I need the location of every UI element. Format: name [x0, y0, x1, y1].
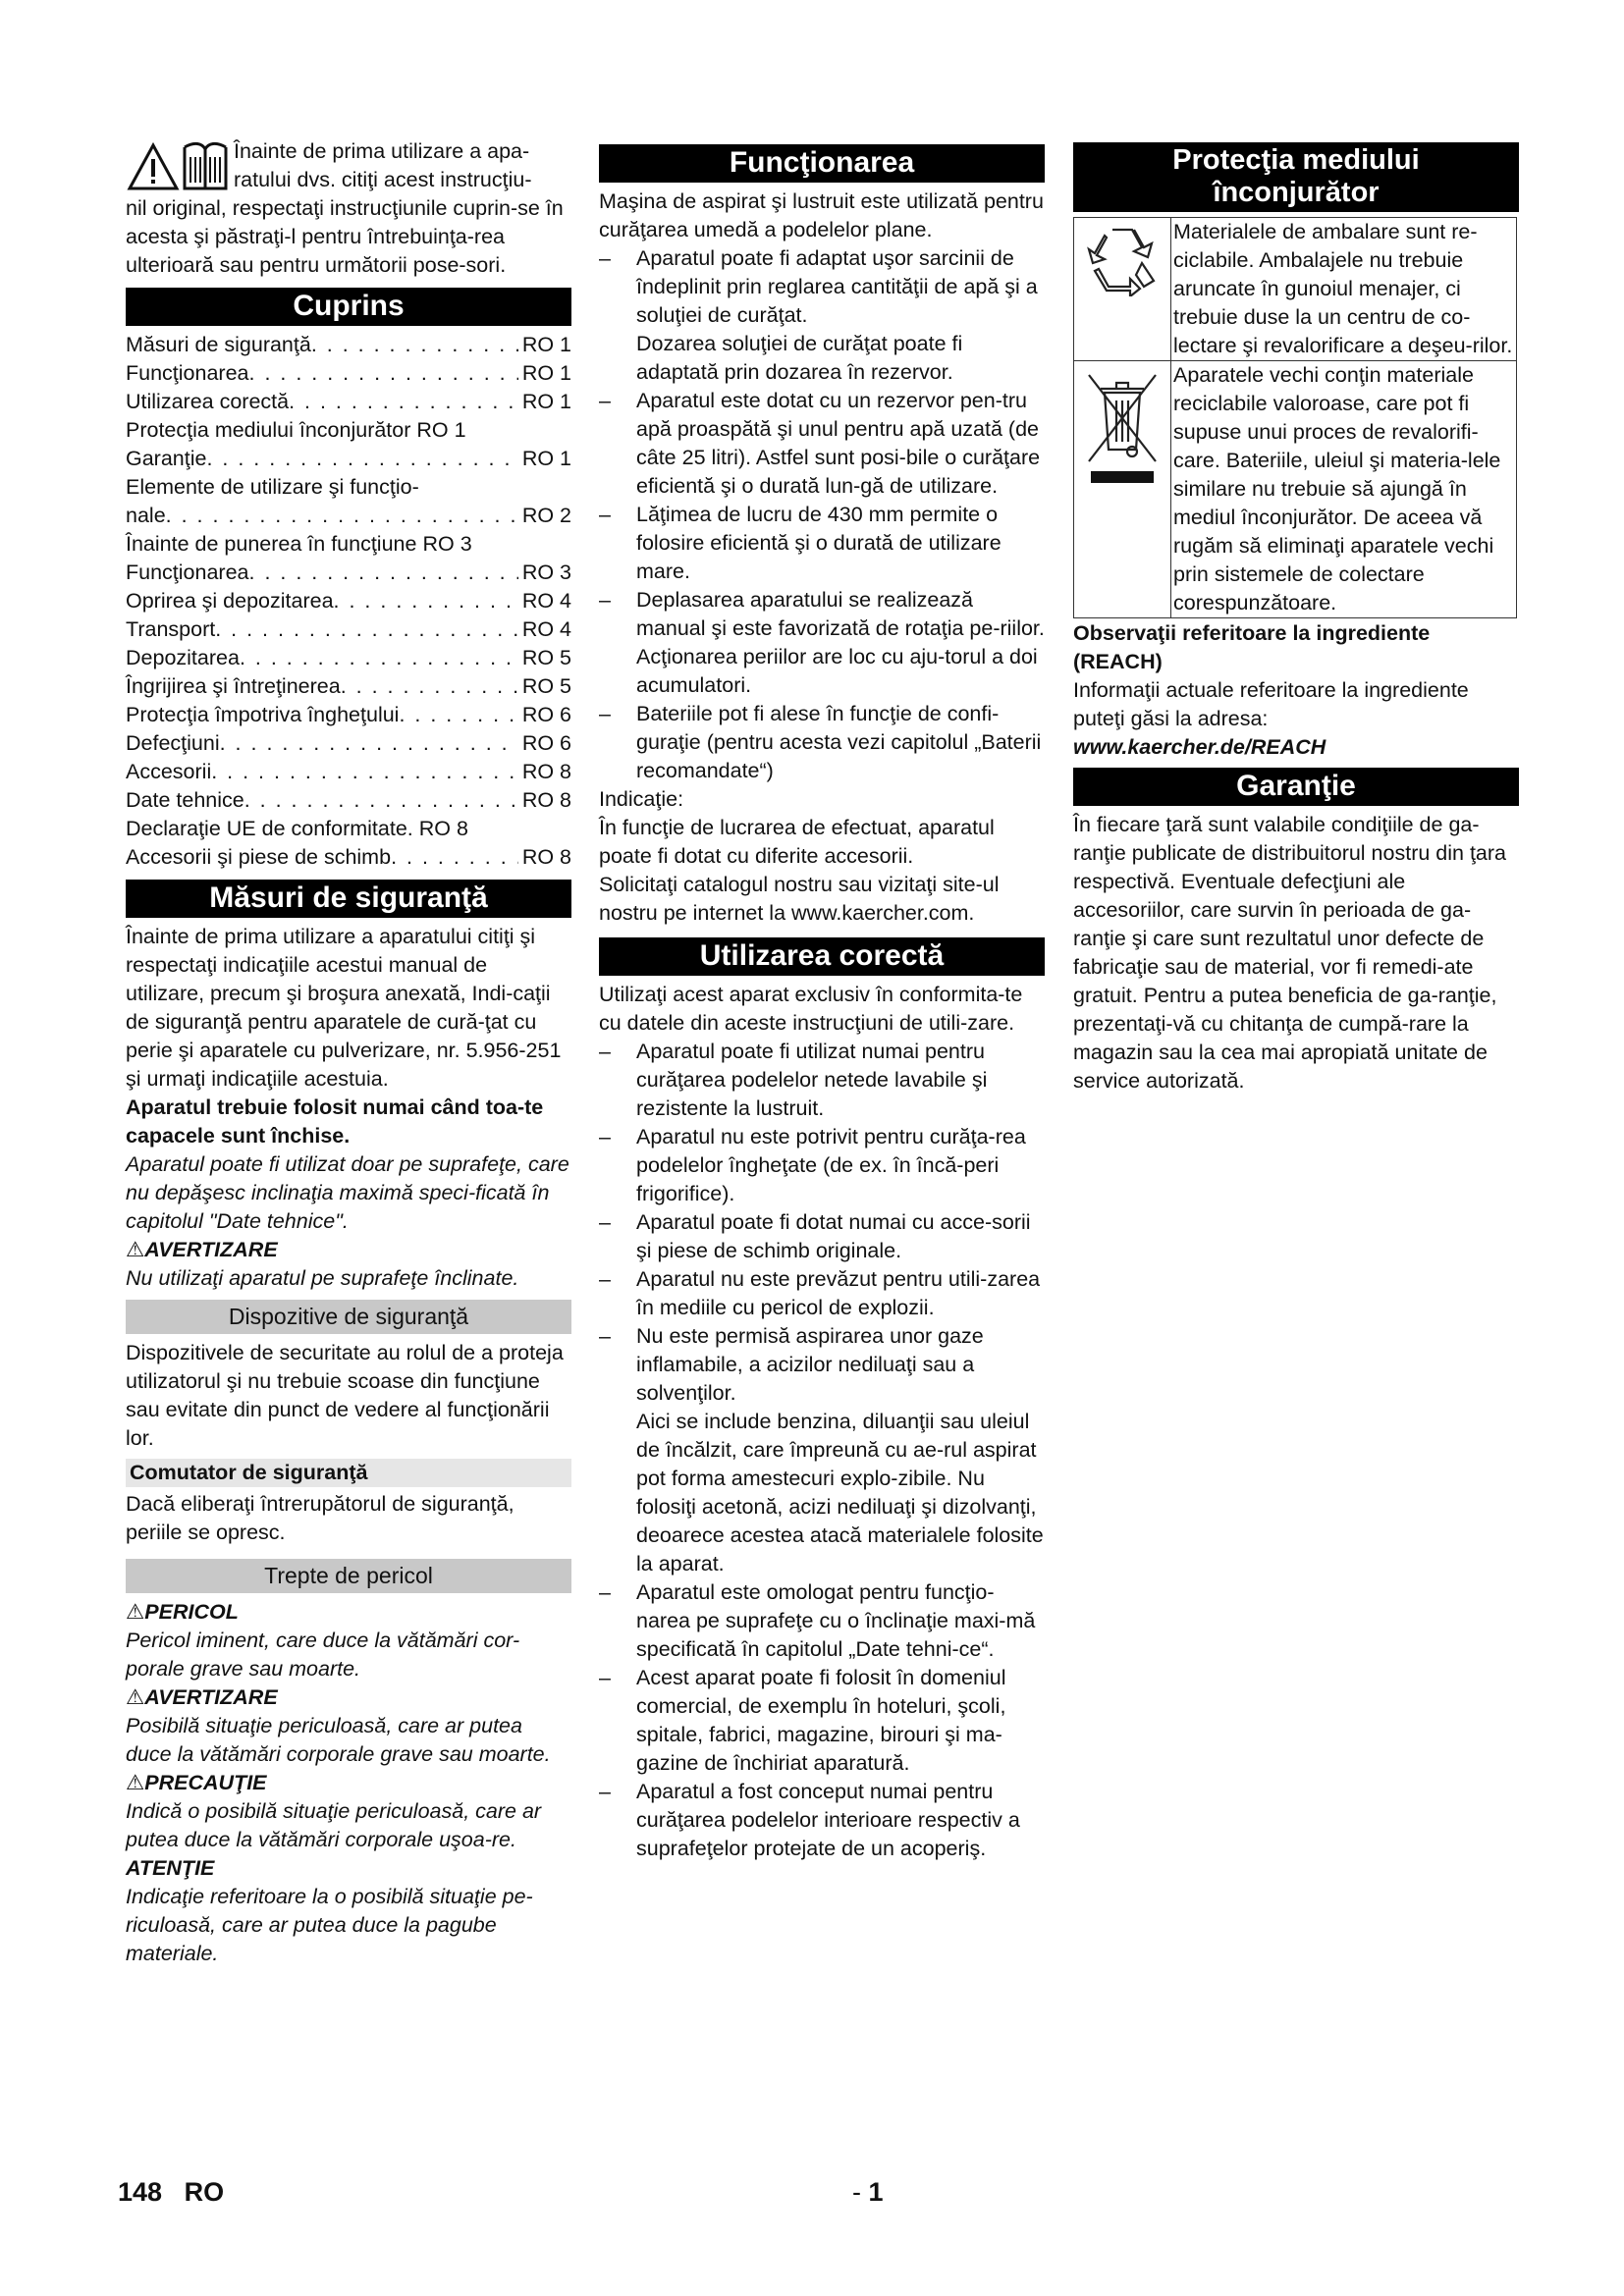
dispozitive-heading: Dispozitive de siguranţă	[126, 1300, 571, 1334]
toc-item[interactable]: Protecţia împotriva îngheţului . . . RO 6	[126, 701, 571, 729]
atentie-text: Indicaţie referitoare la o posibilă situaţie pe-riculoasă, care ar putea duce la pagube materiale.	[126, 1885, 533, 1965]
toc-item[interactable]: Funcţionarea . . . RO 1	[126, 359, 571, 388]
intro-text: nil original, respectaţi instrucţiunile cuprin-se în acesta şi păstraţi-l pentru întrebuinţa-rea ulterioară sau pentru următorii pose-sori.	[126, 196, 564, 277]
cuprins-heading: Cuprins	[126, 288, 571, 326]
toc-wrapped-line[interactable]: Elemente de utilizare şi funcţio-	[126, 475, 419, 499]
crossed-out-bin-icon	[1083, 367, 1162, 495]
column-middle	[599, 137, 1045, 1863]
list-item: – Bateriile pot fi alese în funcţie de confi-guraţie (pentru acesta vezi capitolul „Baterii recomandate“)	[599, 700, 1045, 785]
page-language: RO	[184, 2177, 225, 2207]
toc-item[interactable]: Garanţie . . . RO 1	[126, 445, 571, 473]
page-footer-center	[852, 2177, 884, 2208]
functionarea-note-text: În funcţie de lucrarea de efectuat, aparatul poate fi dotat cu diferite accesorii.	[599, 816, 995, 868]
intro-first-line: Înainte de prima utilizare a apa-	[234, 139, 530, 163]
masuri-warning-label: ⚠AVERTIZARE	[126, 1238, 278, 1261]
list-item-sub: Aici se include benzina, diluanţii sau uleiul de încălzit, care împreună cu ae-rul aspirat pot forma amestecuri explo-zibile. Nu folosiţi acetonă, acizi nediluaţi şi dizolvanţi, deoarece acestea atacă materialele folosite la aparat.	[636, 1410, 1044, 1575]
toc-item[interactable]: Îngrijirea şi întreţinerea . . . RO 5	[126, 672, 571, 701]
masuri-italic-note: Aparatul poate fi utilizat doar pe suprafeţe, care nu depăşesc inclinaţia maximă speci-ficată în capitolul "Date tehnice".	[126, 1152, 569, 1233]
masuri-warning-text: Nu utilizaţi aparatul pe suprafeţe înclinate.	[126, 1266, 519, 1290]
footer-center-number: 1	[868, 2177, 884, 2207]
table-of-contents	[126, 331, 571, 872]
recycling-cell	[1074, 218, 1171, 361]
footer-center-prefix: -	[852, 2177, 869, 2207]
list-item: – Aparatul este omologat pentru funcţio-narea pe suprafeţe cu o înclinaţie maxi-mă specificată în capitolul „Date tehni-ce“.	[599, 1578, 1045, 1664]
list-item: – Deplasarea aparatului se realizează manual şi este favorizată de rotaţia pe-riilor. Acţionarea periilor are loc cu aju-torul a doi acumulatori.	[599, 586, 1045, 700]
intro-second-line: ratului dvs. citiţi acest instrucţiu-	[234, 168, 532, 191]
functionarea-note-text-2: Solicitaţi catalogul nostru sau vizitaţi site-ul nostru pe internet la www.kaercher.com.	[599, 873, 1000, 925]
garantie-heading: Garanţie	[1073, 768, 1519, 806]
precautie-label: ⚠PRECAUŢIE	[126, 1771, 267, 1794]
comutator-text: Dacă eliberaţi întrerupătorul de siguranţă, periile se opresc.	[126, 1492, 514, 1544]
avertizare-text: Posibilă situaţie periculoasă, care ar putea duce la vătămări corporale grave sau moarte.	[126, 1714, 551, 1766]
garantie-text: În fiecare ţară sunt valabile condiţiile de ga-ranţie publicate de distribuitorul nostru din ţara respectivă. Eventuale defecţiuni ale accesoriilor, care survin în perioada de ga-ranţie şi care sunt rezultatul unor defecte de fabricaţie sau de material, vor fi remedi-ate gratuit. Pentru a putea beneficia de ga-ranţie, prezentaţi-vă cu chitanţa de cumpă-rare la magazin sau la cea mai apropiată unitate de service autorizată.	[1073, 813, 1507, 1093]
comutator-heading: Comutator de siguranţă	[126, 1459, 571, 1487]
recycling-icon	[1083, 224, 1162, 296]
warning-triangle-icon: ⚠	[126, 1685, 145, 1709]
toc-item[interactable]: Funcţionarea . . . RO 3	[126, 559, 571, 587]
dispozitive-text: Dispozitivele de securitate au rolul de a proteja utilizatorul şi nu trebuie scoase din funcţiune sau evitate din punct de vedere al funcţionării lor.	[126, 1341, 564, 1450]
masuri-heading: Măsuri de siguranţă	[126, 880, 571, 918]
manual-book-icon	[181, 137, 230, 192]
toc-item[interactable]: Transport . . . RO 4	[126, 615, 571, 644]
list-item: – Aparatul poate fi utilizat numai pentru curăţarea podelelor netede lavabile şi rezistente la lustruit.	[599, 1038, 1045, 1123]
functionarea-heading: Funcţionarea	[599, 144, 1045, 183]
atentie-label: ATENŢIE	[126, 1856, 215, 1880]
reach-text: Informaţii actuale referitoare la ingrediente puteţi găsi la adresa:	[1073, 678, 1469, 730]
intro-block	[126, 137, 571, 194]
functionarea-intro: Maşina de aspirat şi lustruit este utilizată pentru curăţarea umedă a podelelor plane.	[599, 189, 1044, 241]
list-item: – Aparatul este dotat cu un rezervor pen-tru apă proaspătă şi unul pentru apă uzată (de câte 25 litri). Astfel sunt posi-bile o curăţare eficientă şi o durată lun-gă de utilizare.	[599, 387, 1045, 501]
list-item: – Aparatul a fost conceput numai pentru curăţarea podelelor interioare respectiv a suprafeţelor protejate de un acoperiş.	[599, 1778, 1045, 1863]
table-row	[1074, 361, 1517, 618]
toc-item[interactable]: nale . . . RO 2	[126, 502, 571, 530]
list-item: – Nu este permisă aspirarea unor gaze inflamabile, a acizilor nediluaţi sau a solvenţilor.	[599, 1322, 1045, 1408]
warning-triangle-icon: ⚠	[126, 1771, 145, 1794]
masuri-bold-note: Aparatul trebuie folosit numai când toa-te capacele sunt închise.	[126, 1095, 544, 1148]
warning-triangle-icon: ⚠	[126, 1600, 145, 1624]
toc-item[interactable]: Declaraţie UE de conformitate. RO 8	[126, 817, 468, 840]
page-footer-left	[118, 2177, 224, 2208]
toc-item[interactable]: Utilizarea corectă . . . RO 1	[126, 388, 571, 416]
list-item: – Aparatul nu este potrivit pentru curăţa-rea podelelor îngheţate (de ex. în încă-peri frigorifice).	[599, 1123, 1045, 1208]
list-item: – Acest aparat poate fi folosit în domeniul comercial, de exemplu în hoteluri, şcoli, spitale, fabrici, magazine, birouri şi ma-gazine de închiriat aparatură.	[599, 1664, 1045, 1778]
utilizarea-intro: Utilizaţi acest aparat exclusiv în conformita-te cu datele din aceste instrucţiuni de utili-zare.	[599, 983, 1023, 1035]
precautie-text: Indică o posibilă situaţie periculoasă, care ar putea duce la vătămări corporale uşoa-re.	[126, 1799, 542, 1851]
table-row	[1074, 218, 1517, 361]
list-item: – Aparatul poate fi adaptat uşor sarcinii de îndeplinit prin reglarea cantităţii de apă şi a soluţiei de curăţat.	[599, 244, 1045, 330]
utilizarea-heading: Utilizarea corectă	[599, 937, 1045, 976]
reach-link[interactable]: www.kaercher.de/REACH	[1073, 735, 1326, 759]
avertizare-label: ⚠AVERTIZARE	[126, 1685, 278, 1709]
pericol-text: Pericol iminent, care duce la vătămări cor-porale grave sau moarte.	[126, 1629, 520, 1681]
warning-triangle-icon: ⚠	[126, 1238, 145, 1261]
toc-item[interactable]: Accesorii . . . RO 8	[126, 758, 571, 786]
functionarea-note-label: Indicaţie:	[599, 787, 684, 811]
recycling-text: Materialele de ambalare sunt re-ciclabile. Ambalajele nu trebuie aruncate în gunoiul menajer, ci trebuie duse la un centru de co-lectare şi revalorificare a deşeu-rilor.	[1171, 218, 1517, 361]
toc-item[interactable]: Protecţia mediului înconjurător RO 1	[126, 418, 466, 442]
trepte-heading: Trepte de pericol	[126, 1559, 571, 1593]
toc-item[interactable]: Date tehnice . . . RO 8	[126, 786, 571, 815]
pericol-label: ⚠PERICOL	[126, 1600, 239, 1624]
column-left	[126, 137, 571, 1968]
intro-icons	[126, 137, 230, 192]
column-right	[1073, 137, 1519, 1095]
environment-table	[1073, 217, 1517, 618]
bin-text: Aparatele vechi conţin materiale reciclabile valoroase, care pot fi supuse unui proces de revalorifi-care. Bateriile, uleiul şi materia-lele similare nu trebuie să ajungă în mediul înconjurător. De aceea vă rugăm să eliminaţi aparatele vechi prin sistemele de colectare corespunzătoare.	[1171, 361, 1517, 618]
list-item-sub: Dozarea soluţiei de curăţat poate fi adaptată prin dozarea în rezervor.	[636, 332, 963, 384]
page-number: 148	[118, 2177, 163, 2207]
toc-item[interactable]: Accesorii şi piese de schimb . . . RO 8	[126, 843, 571, 872]
toc-item[interactable]: Măsuri de siguranţă . . . RO 1	[126, 331, 571, 359]
list-item: – Aparatul nu este prevăzut pentru utili-zarea în mediile cu pericol de explozii.	[599, 1265, 1045, 1322]
bin-cell	[1074, 361, 1171, 618]
toc-item[interactable]: Depozitarea . . . RO 5	[126, 644, 571, 672]
protectia-heading: Protecţia mediului înconjurător	[1073, 142, 1519, 212]
list-item: – Aparatul poate fi dotat numai cu acce-sorii şi piese de schimb originale.	[599, 1208, 1045, 1265]
toc-item[interactable]: Defecţiuni . . . RO 6	[126, 729, 571, 758]
toc-item[interactable]: Oprirea şi depozitarea . . . RO 4	[126, 587, 571, 615]
list-item: – Lăţimea de lucru de 430 mm permite o folosire eficientă şi o durată de utilizare mare.	[599, 501, 1045, 586]
toc-item[interactable]: Înainte de punerea în funcţiune RO 3	[126, 532, 472, 556]
reach-title: Observaţii referitoare la ingrediente (REACH)	[1073, 621, 1431, 673]
masuri-text: Înainte de prima utilizare a aparatului citiţi şi respectaţi indicaţiile acestui manual de utilizare, precum şi broşura anexată, Indi-caţii de siguranţă pentru aparatele de cură-ţat cu perie şi aparatele cu pulverizare, nr. 5.956-251 şi urmaţi indicaţiile acestuia.	[126, 925, 562, 1091]
